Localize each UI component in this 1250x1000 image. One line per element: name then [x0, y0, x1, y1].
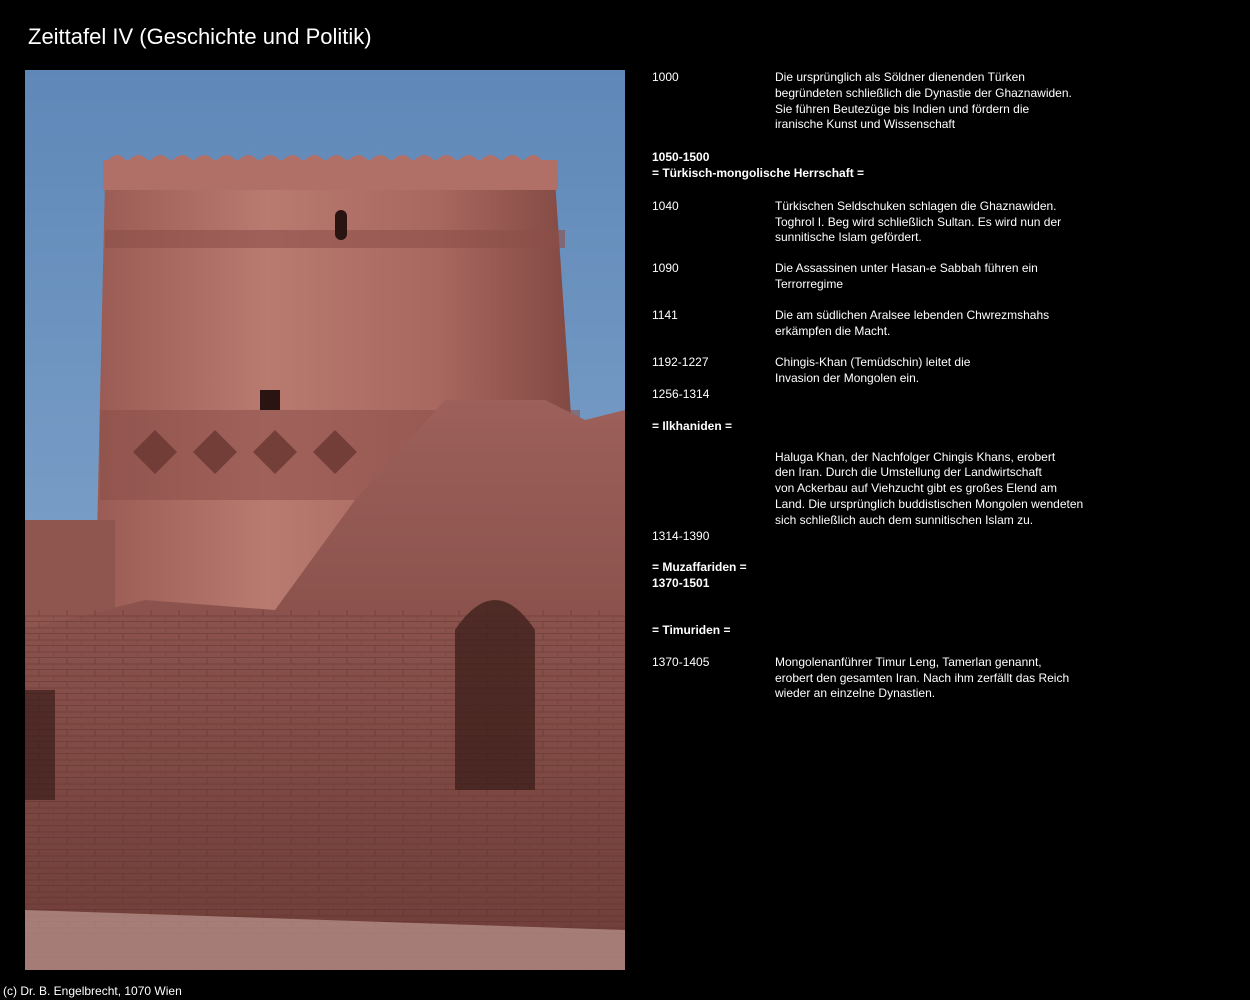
timeline-date: 1141 — [652, 307, 678, 322]
timeline-description: Chingis-Khan (Temüdschin) leitet die Invasion der Mongolen ein. — [775, 355, 971, 386]
timeline-description: Mongolenanführer Timur Leng, Tamerlan genannt, erobert den gesamten Iran. Nach ihm zerfällt das Reich wieder an einzelne Dynastien. — [775, 654, 1070, 701]
timeline-heading: = Ilkhaniden = — [652, 418, 733, 433]
timeline-date: 1314-1390 — [652, 528, 710, 543]
timeline-description: Türkischen Seldschuken schlagen die Ghaznawiden. Toghrol I. Beg wird schließlich Sultan. Es wird nun der sunnitische Islam gefördert. — [775, 198, 1062, 245]
timeline-entry — [652, 419, 1112, 435]
timeline-entry — [652, 261, 1112, 293]
timeline-date: 1000 — [652, 70, 679, 84]
timeline-entry — [652, 529, 1112, 545]
timeline-heading: = Timuriden = — [652, 622, 731, 637]
tower-ruin-image — [25, 70, 625, 970]
timeline-entry — [652, 308, 1112, 340]
timeline-entry — [652, 560, 1112, 592]
timeline-entry — [652, 387, 1112, 403]
timeline-date: 1256-1314 — [652, 386, 710, 401]
timeline-entry — [652, 355, 1112, 387]
timeline-date: 1370-1405 — [652, 654, 710, 669]
page-title: Zeittafel IV (Geschichte und Politik) — [28, 24, 372, 49]
timeline-entry — [652, 450, 1112, 529]
timeline-heading: 1050-1500 — [652, 150, 710, 165]
timeline-date: 1192-1227 — [652, 355, 709, 370]
timeline-entry — [652, 623, 1112, 639]
timeline-description: Die ursprünglich als Söldner dienenden Türken begründeten schließlich die Dynastie der Ghaznawiden. Sie führen Beutezüge bis Indien und fördern die iranische Kunst und Wissenschaft — [775, 70, 1072, 132]
timeline-description: Die Assassinen unter Hasan-e Sabbah führen ein Terrorregime — [775, 261, 1038, 291]
timeline-subheading: 1370-1501 — [652, 576, 710, 591]
timeline — [652, 70, 1112, 702]
timeline-date: 1040 — [652, 198, 679, 213]
timeline-entry — [652, 150, 1112, 182]
timeline-heading: = Muzaffariden = — [652, 560, 747, 575]
timeline-date: 1090 — [652, 261, 679, 276]
timeline-description: Haluga Khan, der Nachfolger Chingis Khans, erobert den Iran. Durch die Umstellung der Landwirtschaft von Ackerbau auf Viehzucht gibt es großes Elend am Land. Die ursprünglich buddistischen Mongolen wendeten sich schließlich auch dem sunnitischen Islam zu. — [775, 449, 1084, 527]
copyright-notice: (c) Dr. B. Engelbrecht, 1070 Wien — [3, 984, 182, 998]
timeline-entry — [652, 70, 1112, 133]
timeline-subheading: = Türkisch-mongolische Herrschaft = — [652, 165, 865, 180]
timeline-entry — [652, 655, 1112, 702]
timeline-description: Die am südlichen Aralsee lebenden Chwrezmshahs erkämpfen die Macht. — [775, 307, 1050, 338]
timeline-entry — [652, 199, 1112, 246]
